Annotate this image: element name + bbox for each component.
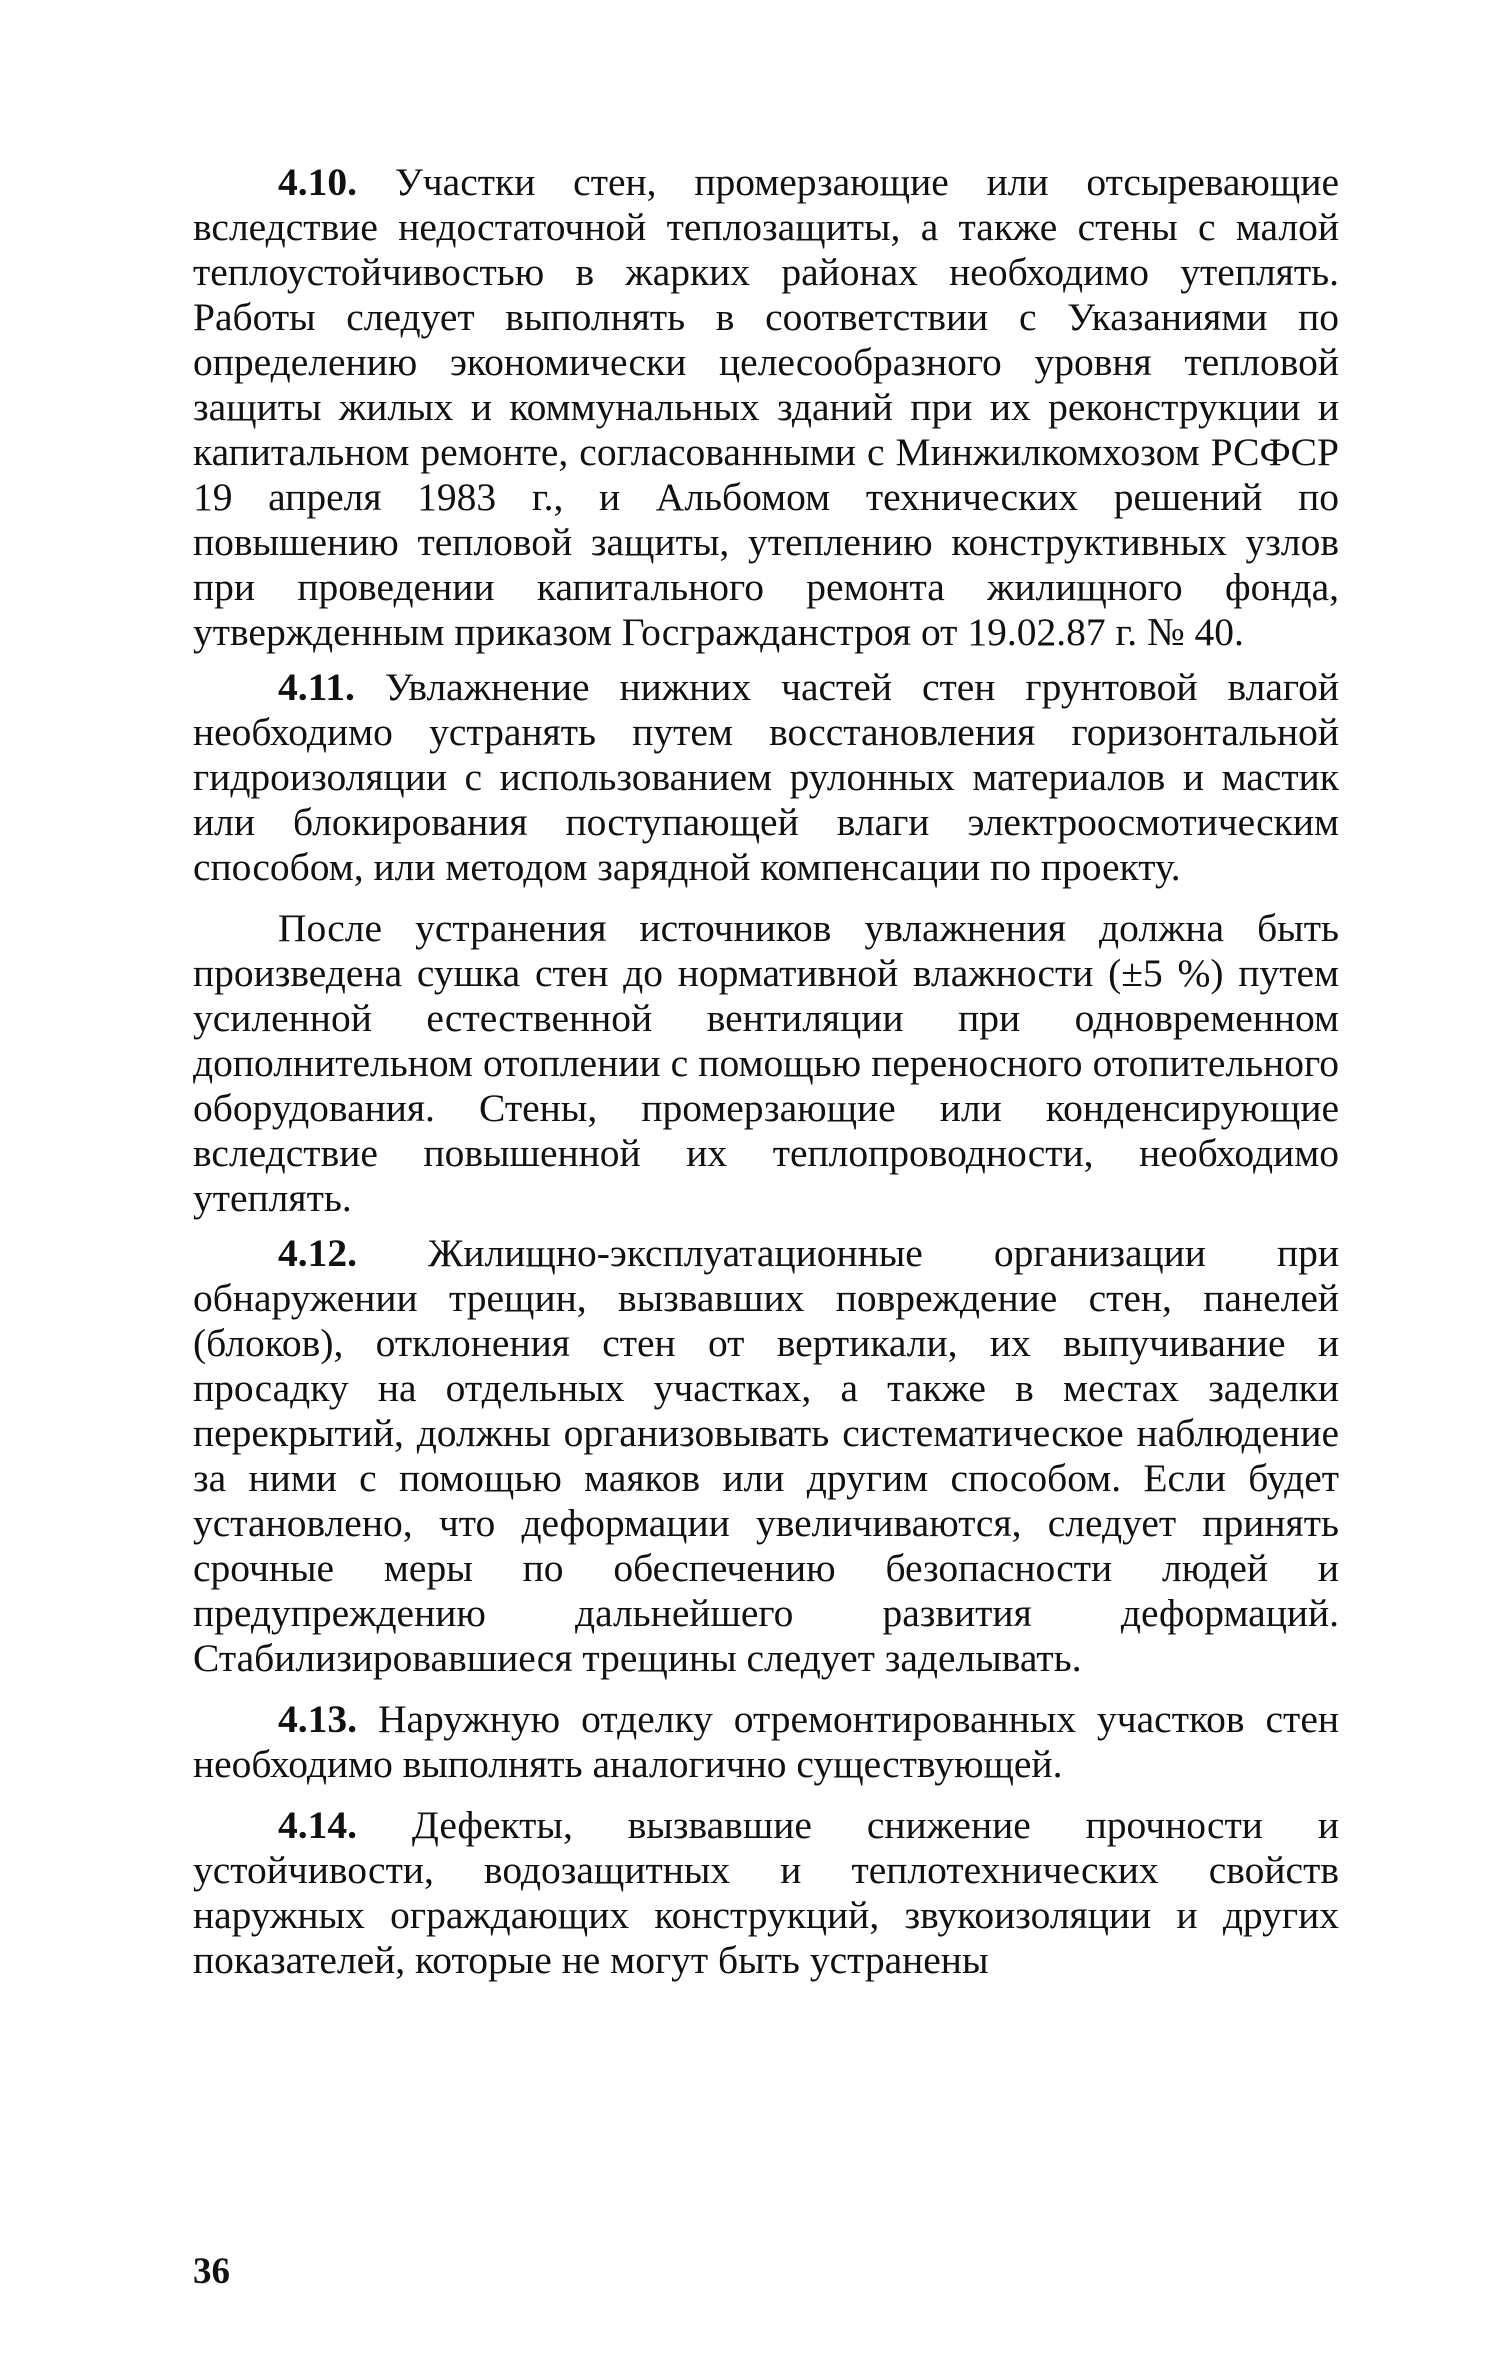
paragraph-text: Жилищно-эксплуатационные организации при обнаружении трещин, вызвавших повреждение стен, панелей (блоков), отклонения стен от вертикали, их выпучивание и просадку на отдельных участках, а также в местах заделки перекрытий, должны организовывать систематическое наблюдение за ними с помощью маяков или другим способом. Если будет установлено, что деформации увеличиваются, следует принять срочные меры по обеспечению безопасности людей и предупреждению дальнейшего развития деформаций. Стабилизировавшиеся трещины следует заделывать. [193,1231,1339,1680]
paragraph-4-13 [193,1697,1339,1787]
paragraph-text: Участки стен, промерзающие или отсыревающие вследствие недостаточной теплозащиты, а также стены с малой теплоустойчивостью в жарких районах необходимо утеплять. Работы следует выполнять в соответствии с Указаниями по определению экономически целесообразного уровня тепловой защиты жилых и коммунальных зданий при их реконструкции и капитальном ремонте, согласованными с Минжилкомхозом РСФСР 19 апреля 1983 г., и Альбомом технических решений по повышению тепловой защиты, утеплению конструктивных узлов при проведении капитального ремонта жилищного фонда, утвержденным приказом Госгражданстроя от 19.02.87 г. № 40. [193,160,1339,654]
paragraph-text: Увлажнение нижних частей стен грунтовой влагой необходимо устранять путем восстановления горизонтальной гидроизоляции с использованием рулонных материалов и мастик или блокирования поступающей влаги электроосмотическим способом, или методом зарядной компенсации по проекту. [193,665,1339,889]
page-number: 36 [193,2251,230,2292]
paragraph-4-14 [193,1803,1339,1983]
paragraph-text: Наружную отделку отремонтированных участков стен необходимо выполнять аналогично существующей. [193,1697,1339,1786]
paragraph-4-11 [193,665,1339,890]
paragraph-number: 4.11. [278,665,355,709]
paragraph-number: 4.12. [278,1231,357,1275]
paragraph-number: 4.13. [278,1697,357,1741]
paragraph-text: Дефекты, вызвавшие снижение прочности и устойчивости, водозащитных и теплотехнических свойств наружных ограждающих конструкций, звукоизоляции и других показателей, которые не могут быть устранены [193,1803,1339,1982]
paragraph-4-10 [193,160,1339,655]
paragraph-text: После устранения источников увлажнения должна быть произведена сушка стен до нормативной влажности (±5 %) путем усиленной естественной вентиляции при одновременном дополнительном отоплении с помощью переносного отопительного оборудования. Стены, промерзающие или конденсирующие вследствие повышенной их теплопроводности, необходимо утеплять. [193,906,1339,1220]
paragraph-4-12 [193,1231,1339,1681]
paragraph-drying [193,906,1339,1221]
paragraph-number: 4.10. [278,160,357,204]
paragraph-number: 4.14. [278,1803,357,1847]
document-body [193,160,1339,1983]
